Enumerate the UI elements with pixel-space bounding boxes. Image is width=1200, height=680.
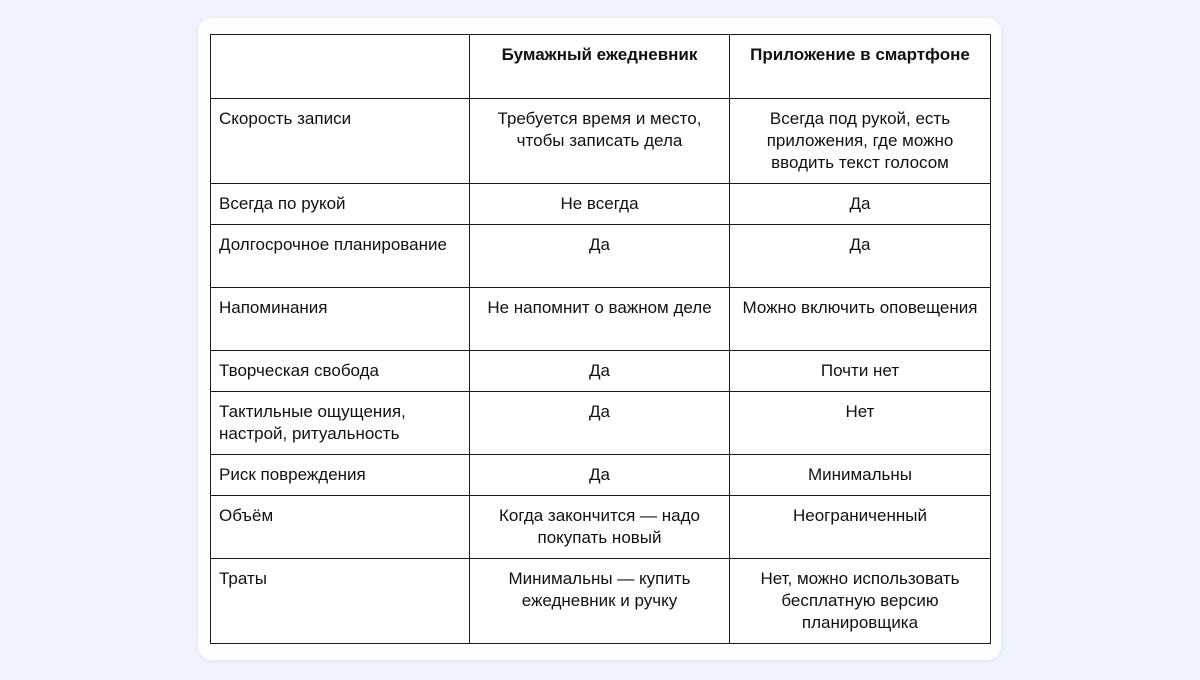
paper-planner-cell: Не напомнит о важном деле — [470, 288, 730, 351]
row-label-cell: Творческая свобода — [211, 351, 470, 392]
table-header-row — [211, 35, 991, 99]
header-cell-smartphone-app: Приложение в смартфоне — [730, 35, 991, 99]
table-card — [198, 18, 1001, 660]
table-row — [211, 392, 991, 455]
table-row — [211, 351, 991, 392]
smartphone-app-cell: Да — [730, 225, 991, 288]
table-row — [211, 184, 991, 225]
comparison-table — [210, 34, 991, 644]
table-row — [211, 288, 991, 351]
paper-planner-cell: Требуется время и место, чтобы записать дела — [470, 99, 730, 184]
row-label-cell: Долгосрочное планирование — [211, 225, 470, 288]
table-row — [211, 99, 991, 184]
row-label-cell: Объём — [211, 496, 470, 559]
row-label-cell: Траты — [211, 559, 470, 644]
row-label-cell: Риск повреждения — [211, 455, 470, 496]
smartphone-app-cell: Минимальны — [730, 455, 991, 496]
smartphone-app-cell: Нет — [730, 392, 991, 455]
paper-planner-cell: Да — [470, 455, 730, 496]
paper-planner-cell: Минимальны — купить ежедневник и ручку — [470, 559, 730, 644]
paper-planner-cell: Когда закончится — надо покупать новый — [470, 496, 730, 559]
header-cell-paper-planner: Бумажный ежедневник — [470, 35, 730, 99]
paper-planner-cell: Не всегда — [470, 184, 730, 225]
table-row — [211, 455, 991, 496]
header-cell-empty — [211, 35, 470, 99]
smartphone-app-cell: Неограниченный — [730, 496, 991, 559]
smartphone-app-cell: Можно включить оповещения — [730, 288, 991, 351]
table-row — [211, 559, 991, 644]
row-label-cell: Скорость записи — [211, 99, 470, 184]
table-row — [211, 225, 991, 288]
smartphone-app-cell: Да — [730, 184, 991, 225]
row-label-cell: Тактильные ощущения, настрой, ритуальность — [211, 392, 470, 455]
row-label-cell: Напоминания — [211, 288, 470, 351]
table-row — [211, 496, 991, 559]
smartphone-app-cell: Почти нет — [730, 351, 991, 392]
paper-planner-cell: Да — [470, 351, 730, 392]
row-label-cell: Всегда по рукой — [211, 184, 470, 225]
paper-planner-cell: Да — [470, 225, 730, 288]
smartphone-app-cell: Всегда под рукой, есть приложения, где можно вводить текст голосом — [730, 99, 991, 184]
paper-planner-cell: Да — [470, 392, 730, 455]
smartphone-app-cell: Нет, можно использовать бесплатную версию планировщика — [730, 559, 991, 644]
